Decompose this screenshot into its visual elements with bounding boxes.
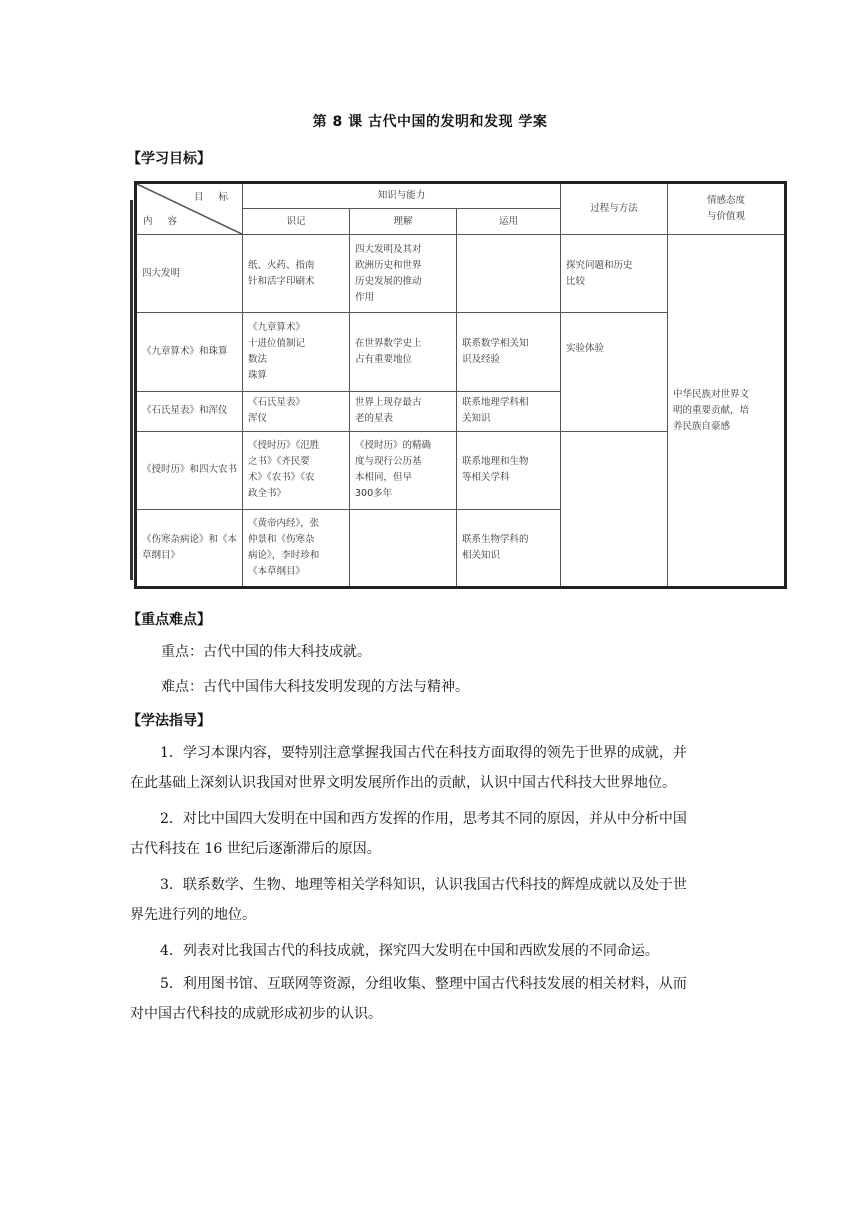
header-understand: 理解 [350,209,457,235]
cell-content: 四大发明 [136,235,243,313]
cell-understand: 世界上现存最古 老的星表 [350,391,457,431]
cell-apply: 联系地理和生物 等相关学科 [457,431,561,509]
method-item: 1．学习本课内容，要特别注意掌握我国古代在科技方面取得的领先于世界的成就，并 在此基础上深刻认识我国对世界文明发展所作出的贡献，认识中国古代科技大世界地位。 [130,745,687,791]
objectives-table [134,181,787,589]
cell-process: 实验体验 [561,313,668,431]
cell-understand: 四大发明及其对 欧洲历史和世界 历史发展的推动 作用 [350,235,457,313]
cell-apply [457,235,561,313]
cell-content: 《石氏星表》和浑仪 [136,391,243,431]
header-apply: 运用 [457,209,561,235]
cell-apply: 联系数学相关知 识及经验 [457,313,561,391]
cell-process [561,431,668,587]
section-heading-objectives: 【学习目标】 [127,151,211,167]
cell-apply: 联系生物学科的 相关知识 [457,509,561,587]
corner-label-objective: 目 标 [193,192,234,203]
table-row [136,235,786,313]
cell-emotion-value: 中华民族对世界文 明的重要贡献，培 养民族自豪感 [668,235,786,588]
method-item: 3．联系数学、生物、地理等相关学科知识，认识我国古代科技的辉煌成就以及处于世 界先进行列的地位。 [130,877,687,923]
section-heading-key-points: 【重点难点】 [127,612,211,628]
header-emotion-value: 情感态度 与价值观 [668,183,786,235]
header-knowledge-ability: 知识与能力 [243,183,561,209]
cell-recall: 《授时历》《氾胜 之书》《齐民要 术》《农书》《农 政全书》 [243,431,350,509]
cell-recall: 《黄帝内经》，张 仲景和《伤寒杂 病论》，李时珍和 《本草纲目》 [243,509,350,587]
cell-understand: 在世界数学史上 占有重要地位 [350,313,457,391]
method-item: 4．列表对比我国古代的科技成就，探究四大发明在中国和西欧发展的不同命运。 [160,943,659,959]
table-corner-cell [136,183,243,235]
section-heading-method: 【学法指导】 [127,713,211,729]
cell-understand [350,509,457,587]
cell-apply: 联系地理学科相 关知识 [457,391,561,431]
header-process-method: 过程与方法 [561,183,668,235]
difficulty-text: 难点：古代中国伟大科技发明发现的方法与精神。 [161,679,469,695]
cell-content: 《九章算术》和珠算 [136,313,243,391]
cell-process: 探究问题和历史 比较 [561,235,668,313]
header-recall: 识记 [243,209,350,235]
table-left-edge [130,200,133,580]
cell-recall: 《九章算术》 十进位值制记 数法 珠算 [243,313,350,391]
corner-label-content: 内 容 [143,216,184,228]
cell-understand: 《授时历》的精确 度与现行公历基 本相同，但早 300多年 [350,431,457,509]
cell-content: 《伤寒杂病论》和《本草纲目》 [136,509,243,587]
method-item: 5．利用图书馆、互联网等资源，分组收集、整理中国古代科技发展的相关材料，从而 对中国古代科技的成就形成初步的认识。 [130,976,687,1022]
focus-text: 重点：古代中国的伟大科技成就。 [161,644,371,660]
cell-recall: 《石氏星表》 浑仪 [243,391,350,431]
cell-content: 《授时历》和四大农书 [136,431,243,509]
cell-recall: 纸、火药、指南 针和活字印刷术 [243,235,350,313]
page-title: 第 8 课 古代中国的发明和发现 学案 [312,114,548,130]
method-item: 2．对比中国四大发明在中国和西方发挥的作用，思考其不同的原因，并从中分析中国 古代科技在 16 世纪后逐渐滞后的原因。 [130,811,687,857]
